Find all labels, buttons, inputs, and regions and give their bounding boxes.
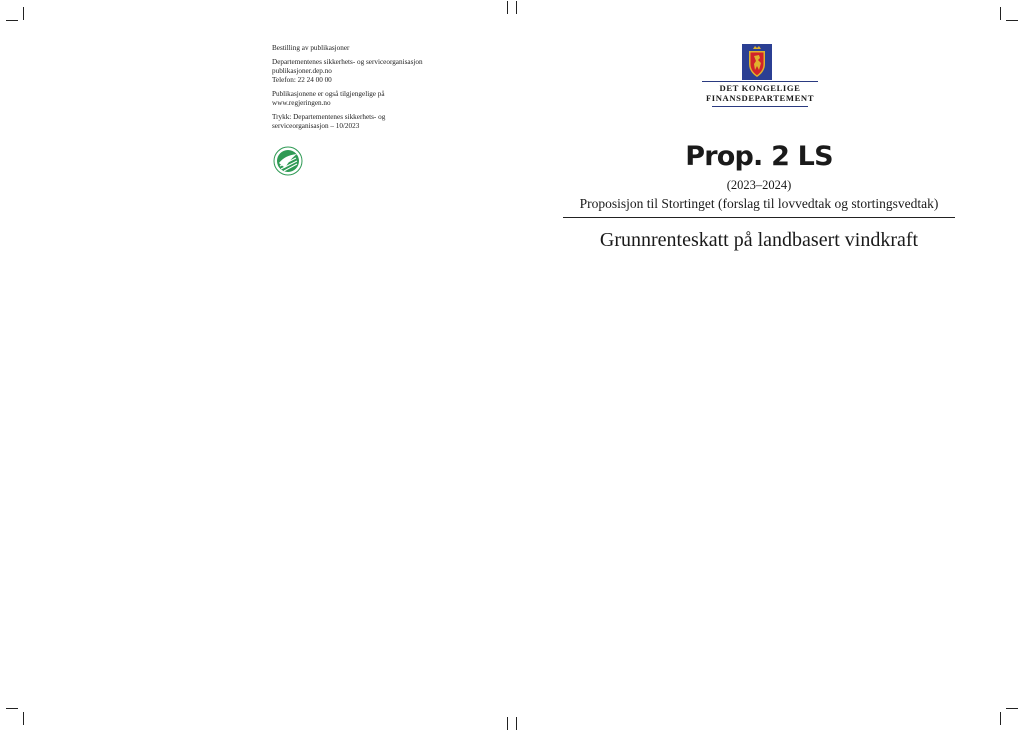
crop-mark-bottom-left-v: [23, 712, 24, 725]
nordic-swan-ecolabel-icon: [273, 146, 303, 176]
proposition-number: Prop. 2 LS: [685, 141, 833, 172]
ordering-contact: [272, 58, 462, 85]
crop-mark-bottom-center-left: [507, 717, 508, 730]
org-phone: Telefon: 22 24 00 00: [272, 76, 332, 84]
title-divider: [563, 217, 955, 218]
proposition-type: Proposisjon til Stortinget (forslag til lovvedtak og stortingsvedtak): [579, 196, 939, 211]
crop-mark-bottom-right-h: [1006, 708, 1018, 709]
crop-mark-top-center-right: [516, 1, 517, 14]
logo-bottom-rule: [712, 106, 808, 107]
print-line-2: serviceorganisasjon – 10/2023: [272, 122, 360, 130]
document-title: Grunnrenteskatt på landbasert vindkraft: [599, 229, 919, 251]
regjeringen-link[interactable]: www.regjeringen.no: [272, 99, 331, 107]
crop-mark-bottom-right-v: [1000, 712, 1001, 725]
session-years: (2023–2024): [726, 178, 792, 192]
crop-mark-top-center-left: [507, 1, 508, 14]
back-cover-info: [272, 44, 462, 136]
logo-line-2: FINANSDEPARTEMENT: [705, 93, 815, 103]
coat-of-arms-icon: [742, 44, 772, 80]
ministry-logo: [690, 44, 830, 110]
org-name: Departementenes sikkerhets- og serviceorganisasjon: [272, 58, 423, 66]
print-line-1: Trykk: Departementenes sikkerhets- og: [272, 113, 386, 121]
ordering-heading: Bestilling av publikasjoner: [272, 44, 350, 52]
org-web-link[interactable]: publikasjoner.dep.no: [272, 67, 332, 75]
crop-mark-bottom-center-right: [516, 717, 517, 730]
print-note: [272, 113, 462, 131]
crop-mark-bottom-left-h: [6, 708, 18, 709]
crop-mark-top-left-h: [6, 20, 18, 21]
availability-text: Publikasjonene er også tilgjengelige på: [272, 90, 385, 98]
crop-mark-top-right-v: [1000, 7, 1001, 20]
crop-mark-top-right-h: [1006, 20, 1018, 21]
logo-line-1: DET KONGELIGE: [719, 83, 801, 93]
availability-note: [272, 90, 462, 108]
crop-mark-top-left-v: [23, 7, 24, 20]
logo-top-rule: [702, 81, 818, 82]
